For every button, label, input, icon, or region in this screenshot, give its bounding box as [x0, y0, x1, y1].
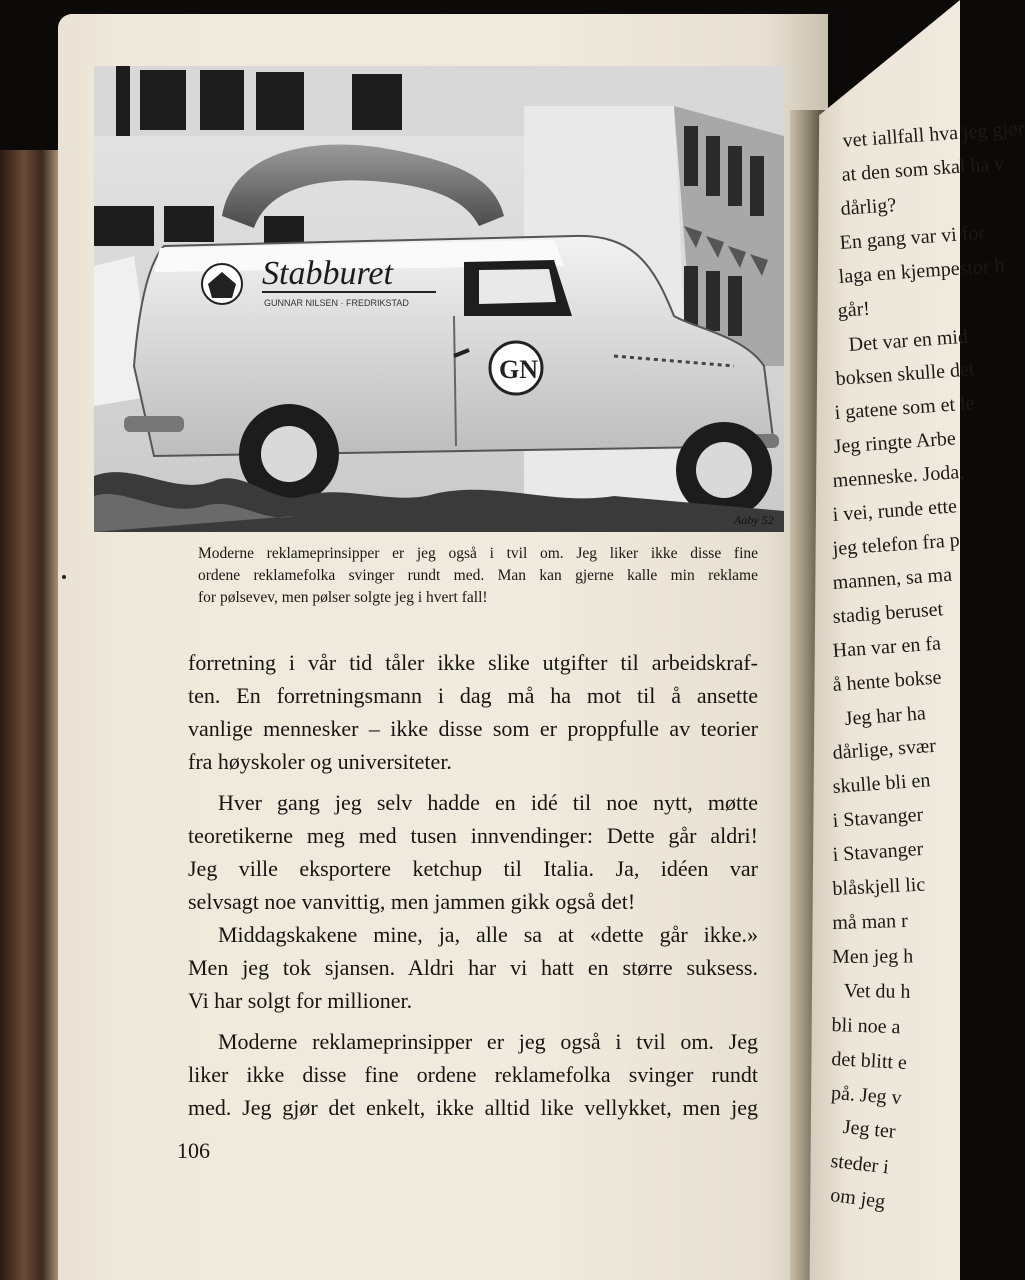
page-number: 106: [177, 1138, 210, 1163]
right-page-line: må man r: [832, 909, 909, 934]
van-subline-text: GUNNAR NILSEN · FREDRIKSTAD: [264, 298, 409, 308]
right-page-line: menneske. Joda,: [832, 460, 965, 492]
body-line: Vi har solgt for millioner.: [188, 988, 413, 1013]
body-line: Men jeg tok sjansen. Aldri har vi hatt en større suksess.: [188, 955, 758, 980]
van-photograph: [94, 66, 784, 532]
right-page-line: i Stavanger: [832, 837, 924, 866]
right-page-line: mannen, sa ma: [832, 563, 953, 594]
right-page-line: Jeg har ha: [844, 702, 927, 730]
right-page-line: om jeg: [829, 1184, 887, 1214]
right-page-line: Men jeg h: [832, 945, 914, 968]
right-page-line: stadig beruset: [832, 598, 944, 628]
right-page-line: at den som skal ha v: [841, 152, 1005, 186]
right-page-line: Han var en fa: [832, 632, 942, 662]
caption-line: ordene reklamefolka svinger rundt med. Man kan gjerne kalle min reklame: [198, 567, 758, 584]
photo-caption: [198, 543, 758, 609]
right-page-line: skulle bli en: [832, 769, 932, 798]
body-line: selvsagt noe vanvittig, men jammen gikk også det!: [188, 889, 636, 914]
body-text: [188, 646, 758, 1124]
body-line: Moderne reklameprinsipper er jeg også i tvil om. Jeg: [218, 1029, 758, 1054]
right-page-line: går!: [837, 297, 871, 322]
right-page-line: Jeg ter: [841, 1116, 897, 1143]
right-page-line: vet iallfall hva jeg gjør: [842, 117, 1025, 152]
right-page-line: blåskjell lic: [832, 873, 926, 900]
body-line: teoretikerne meg med tusen innvendinger: Dette går aldri!: [188, 823, 758, 848]
body-line: liker ikke disse fine ordene reklamefolka svinger rundt: [188, 1062, 758, 1087]
right-page-line: En gang var vi for: [839, 221, 986, 254]
right-page-line: i Stavanger: [832, 803, 924, 832]
right-page-line: Det var en mid: [848, 325, 969, 356]
right-page-line: dårlig?: [840, 194, 897, 220]
body-line: ten. En forretningsmann i dag må ha mot til å ansette: [188, 683, 758, 708]
right-page-line: Jeg ringte Arbe: [833, 427, 957, 458]
van-brand-text: Stabburet: [262, 255, 393, 292]
right-page-line: jeg telefon fra p: [832, 529, 961, 560]
photo-signature: Aaby 52: [734, 513, 774, 527]
body-line: Middagskakene mine, ja, alle sa at «dette går ikke.»: [218, 922, 758, 947]
van-monogram: GN: [499, 355, 538, 384]
body-line: fra høyskoler og universiteter.: [188, 749, 452, 774]
right-page-line: i gatene som et le: [834, 392, 976, 424]
right-page-line: boksen skulle det: [835, 358, 976, 390]
body-line: forretning i vår tid tåler ikke slike utgifter til arbeidskraf-: [188, 650, 758, 675]
right-page-text: [812, 0, 1025, 1280]
right-page-line: Vet du h: [843, 980, 911, 1003]
van-illustration: [94, 66, 784, 532]
right-page-line: på. Jeg v: [830, 1082, 903, 1110]
body-line: Jeg ville eksportere ketchup til Italia. Ja, idéen var: [188, 856, 758, 881]
caption-line: for pølsevev, men pølser solgte jeg i hvert fall!: [198, 589, 488, 606]
right-page-line: steder i: [829, 1150, 890, 1179]
body-line: med. Jeg gjør det enkelt, ikke alltid like vellykket, men jeg: [188, 1095, 758, 1120]
right-page-line: det blitt e: [830, 1048, 908, 1074]
caption-line: Moderne reklameprinsipper er jeg også i tvil om. Jeg liker ikke disse fine: [198, 545, 758, 562]
right-page-line: dårlige, svær: [832, 734, 937, 764]
book-edge: [0, 150, 60, 1280]
body-line: vanlige mennesker – ikke disse som er proppfulle av teorier: [188, 716, 758, 741]
right-page-line: bli noe a: [831, 1014, 901, 1039]
right-page-line: å hente bokse: [832, 666, 943, 696]
body-line: Hver gang jeg selv hadde en idé til noe nytt, møtte: [218, 790, 758, 815]
right-page-line: i vei, runde ette: [832, 495, 958, 526]
page-mark: [62, 575, 66, 579]
right-page-line: laga en kjempestor h: [838, 254, 1006, 288]
